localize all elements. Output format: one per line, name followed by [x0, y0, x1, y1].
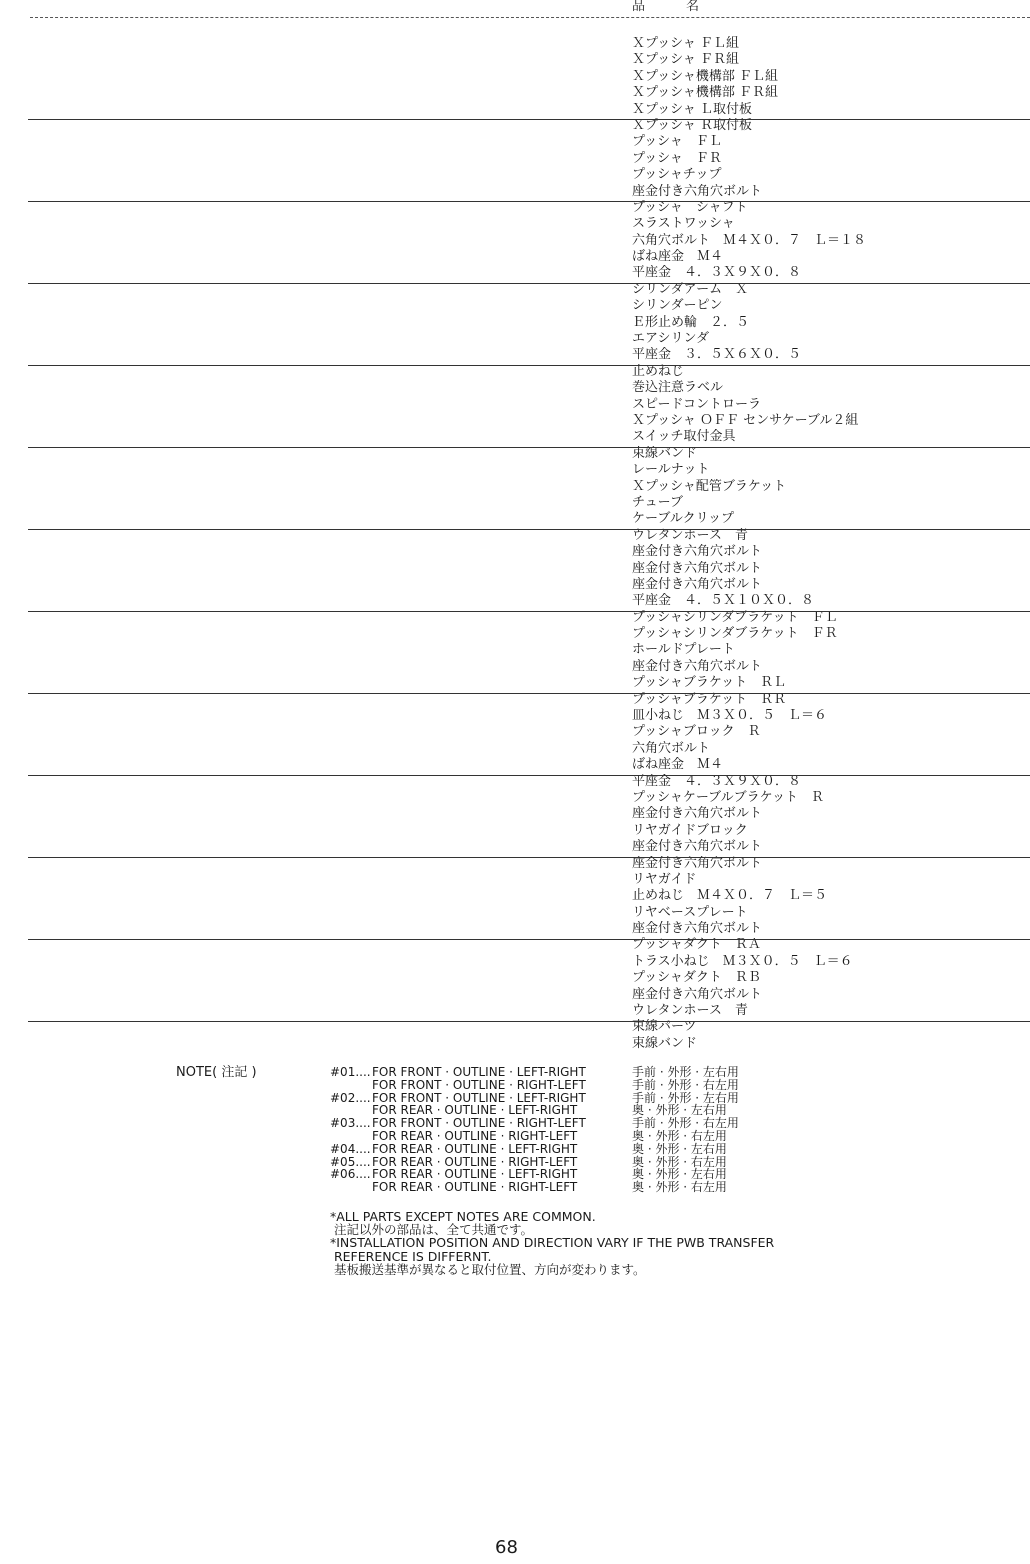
- part-name: Ｘプッシャ配管ブラケット: [632, 478, 787, 494]
- part-name: Ｘプッシャ ＦＲ組: [632, 52, 739, 68]
- group-divider: [28, 447, 1030, 448]
- note-description: FOR REAR · OUTLINE · RIGHT-LEFT: [372, 1180, 578, 1195]
- note-code: #04....: [330, 1141, 371, 1156]
- part-group: [632, 282, 1030, 364]
- part-name: プッシャブラケット ＲＬ: [632, 675, 787, 691]
- header-dashed-rule: [30, 17, 1030, 18]
- notes-list: [330, 1066, 739, 1194]
- part-name: リヤガイド: [632, 871, 697, 887]
- note-code: #05....: [330, 1154, 371, 1169]
- part-name: スラストワッシャ: [632, 216, 735, 232]
- note-description-jp: 奥 · 外形 · 右左用: [632, 1154, 727, 1169]
- part-name: プッシャ シャフト: [632, 199, 748, 215]
- note-description: FOR REAR · OUTLINE · LEFT-RIGHT: [372, 1141, 578, 1156]
- remark-line: 基板搬送基準が異なると取付位置、方向が変わります。: [330, 1261, 646, 1277]
- part-name: 平座金 ４．３Ｘ９Ｘ０．８: [632, 265, 802, 281]
- note-description-jp: 奥 · 外形 · 左右用: [632, 1167, 727, 1182]
- remark-line: REFERENCE IS DIFFERNT.: [330, 1248, 492, 1264]
- part-name: プッシャ ＦＬ: [632, 134, 722, 150]
- part-name: スイッチ取付金具: [632, 429, 736, 445]
- part-name: チューブ: [632, 494, 683, 510]
- part-name: リヤベースプレート: [632, 904, 748, 920]
- part-name: ケーブルクリップ: [632, 511, 735, 527]
- part-name: 座金付き六角穴ボルト: [632, 986, 763, 1002]
- part-name: 座金付き六角穴ボルト: [632, 576, 763, 592]
- part-name: エアシリンダ: [632, 331, 709, 347]
- group-divider: [28, 1021, 1030, 1022]
- part-name: Ｘプッシャ ＯＦＦ センサケーブル２組: [632, 412, 859, 428]
- part-name: プッシャケーブルブラケット Ｒ: [632, 789, 825, 805]
- part-group: [632, 937, 1030, 1019]
- part-name: ウレタンホース 青: [632, 1003, 748, 1019]
- group-divider: [28, 119, 1030, 120]
- part-name: スピードコントローラ: [632, 396, 761, 412]
- page-number: 68: [495, 1537, 518, 1558]
- part-name: Ｘプッシャ機構部 ＦＲ組: [632, 85, 778, 101]
- part-name: 平座金 ４．５Ｘ１０Ｘ０．８: [632, 593, 815, 609]
- part-group: [632, 610, 1030, 692]
- part-name: ウレタンホース 青: [632, 527, 748, 543]
- remark-line: 注記以外の部品は、全て共通です。: [330, 1222, 533, 1238]
- part-group: [632, 774, 1030, 856]
- group-divider: [28, 529, 1030, 530]
- part-name: 座金付き六角穴ボルト: [632, 183, 763, 199]
- part-name: Ｘプッシャ Ｌ取付板: [632, 101, 752, 117]
- part-name: レールナット: [632, 462, 710, 478]
- group-divider: [28, 775, 1030, 776]
- part-name: Ｘプッシャ Ｒ取付板: [632, 117, 752, 133]
- part-name: 皿小ねじ Ｍ３Ｘ０．５ Ｌ＝６: [632, 708, 828, 724]
- part-name: 止めねじ Ｍ４Ｘ０．７ Ｌ＝５: [632, 888, 828, 904]
- part-group: [632, 118, 1030, 200]
- part-name: 平座金 ４．３Ｘ９Ｘ０．８: [632, 773, 802, 789]
- note-description-jp: 奥 · 外形 · 右左用: [632, 1128, 727, 1143]
- note-code: #01....: [330, 1065, 371, 1079]
- group-divider: [28, 611, 1030, 612]
- part-name: 座金付き六角穴ボルト: [632, 544, 763, 560]
- part-name: ばね座金 Ｍ４: [632, 757, 724, 773]
- part-group: [632, 364, 1030, 446]
- part-name: 六角穴ボルト: [632, 740, 711, 756]
- note-description-jp: 奥 · 外形 · 左右用: [632, 1141, 727, 1156]
- note-description-jp: 奥 · 外形 · 左右用: [632, 1103, 727, 1118]
- part-name: 座金付き六角穴ボルト: [632, 560, 763, 576]
- note-code: #03....: [330, 1116, 371, 1131]
- note-description: FOR REAR · OUTLINE · LEFT-RIGHT: [372, 1167, 578, 1182]
- note-description-jp: 奥 · 外形 · 右左用: [632, 1180, 727, 1195]
- note-entry: [330, 1181, 739, 1194]
- part-name: Ｘプッシャ ＦＬ組: [632, 36, 739, 51]
- column-header-part-name: 品 名: [632, 0, 714, 14]
- remark-line: *ALL PARTS EXCEPT NOTES ARE COMMON.: [330, 1209, 596, 1224]
- part-name: ばね座金 Ｍ４: [632, 249, 724, 265]
- part-group: [632, 1019, 1030, 1052]
- note-label: NOTE( 注記 ): [176, 1065, 257, 1080]
- remarks: [330, 1210, 774, 1276]
- group-divider: [28, 857, 1030, 858]
- note-code: #06....: [330, 1167, 371, 1182]
- part-name: プッシャチップ: [632, 167, 722, 183]
- note-description-jp: 手前 · 外形 · 左右用: [632, 1090, 739, 1105]
- note-description: FOR REAR · OUTLINE · RIGHT-LEFT: [372, 1154, 578, 1169]
- part-name: 座金付き六角穴ボルト: [632, 855, 763, 871]
- part-name: プッシャシリンダブラケット ＦＲ: [632, 626, 838, 642]
- part-name: 座金付き六角穴ボルト: [632, 806, 763, 822]
- part-name: 止めねじ: [632, 363, 685, 379]
- part-group: [632, 446, 1030, 528]
- part-name: 束線パーツ: [632, 1019, 697, 1035]
- part-name: プッシャブラケット ＲＲ: [632, 691, 787, 707]
- part-group: [632, 856, 1030, 938]
- note-description: FOR FRONT · OUTLINE · RIGHT-LEFT: [372, 1116, 586, 1131]
- note-code: #02....: [330, 1090, 371, 1105]
- note-description-jp: 手前 · 外形 · 右左用: [632, 1116, 739, 1131]
- part-name: 束線バンド: [632, 445, 698, 461]
- part-name: プッシャブロック Ｒ: [632, 724, 761, 740]
- note-description: FOR REAR · OUTLINE · RIGHT-LEFT: [372, 1128, 578, 1143]
- part-group: [632, 528, 1030, 610]
- part-name: シリンダアーム Ｘ: [632, 281, 749, 297]
- part-name: プッシャダクト ＲＢ: [632, 970, 761, 986]
- part-name: プッシャ ＦＲ: [632, 150, 722, 166]
- part-group: [632, 36, 1030, 118]
- part-name: 束線バンド: [632, 1035, 698, 1051]
- part-name: プッシャシリンダブラケット ＦＬ: [632, 609, 838, 625]
- part-name: リヤガイドブロック: [632, 822, 748, 838]
- group-divider: [28, 939, 1030, 940]
- part-name: Ｅ形止め輪 ２．５: [632, 314, 750, 330]
- group-divider: [28, 201, 1030, 202]
- part-name: 巻込注意ラベル: [632, 380, 724, 396]
- part-name: 座金付き六角穴ボルト: [632, 921, 763, 937]
- parts-list: [632, 36, 1030, 1052]
- part-name: ホールドプレート: [632, 642, 735, 658]
- part-name: トラス小ねじ Ｍ３Ｘ０．５ Ｌ＝６: [632, 953, 853, 969]
- note-description: FOR FRONT · OUTLINE · LEFT-RIGHT: [372, 1065, 586, 1079]
- part-name: 座金付き六角穴ボルト: [632, 658, 763, 674]
- part-name: プッシャダクト ＲＡ: [632, 937, 761, 953]
- note-description: FOR REAR · OUTLINE · LEFT-RIGHT: [372, 1103, 578, 1118]
- note-description-jp: 手前 · 外形 · 右左用: [632, 1077, 739, 1092]
- part-name: 平座金 ３．５Ｘ６Ｘ０．５: [632, 347, 802, 363]
- group-divider: [28, 283, 1030, 284]
- part-name: シリンダーピン: [632, 298, 723, 314]
- part-name: 六角穴ボルト Ｍ４Ｘ０．７ Ｌ＝１８: [632, 232, 867, 248]
- part-name: Ｘプッシャ機構部 ＦＬ組: [632, 68, 778, 84]
- part-group: [632, 200, 1030, 282]
- group-divider: [28, 693, 1030, 694]
- note-description: FOR FRONT · OUTLINE · LEFT-RIGHT: [372, 1090, 586, 1105]
- remark-line: *INSTALLATION POSITION AND DIRECTION VARY IF THE PWB TRANSFER: [330, 1235, 775, 1251]
- part-name: 座金付き六角穴ボルト: [632, 839, 763, 855]
- group-divider: [28, 365, 1030, 366]
- note-description: FOR FRONT · OUTLINE · RIGHT-LEFT: [372, 1077, 586, 1092]
- note-description-jp: 手前 · 外形 · 左右用: [632, 1065, 739, 1079]
- part-group: [632, 692, 1030, 774]
